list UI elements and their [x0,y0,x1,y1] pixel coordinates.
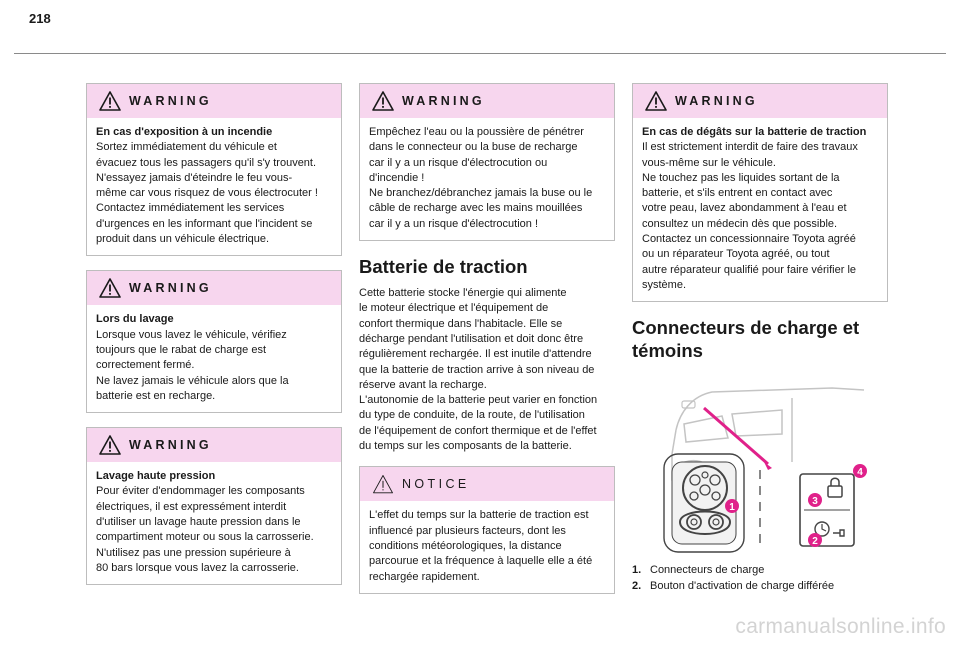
text-line: d'incendie ! [369,171,425,184]
text-line: Ne touchez pas les liquides sortant de la [642,171,840,184]
text-line: 80 bars lorsque vous lavez la carrosserie. [96,561,299,574]
text-line: parcourue et la fréquence à laquelle elle a été [369,555,593,568]
text-line: Lorsque vous lavez le véhicule, vérifiez [96,328,287,341]
text-line: d'urgences en les informant que l'incident se [96,217,313,230]
warning-body [633,118,887,301]
callout-3 [808,493,822,507]
warning-header [87,84,341,118]
text-line: électriques, il est expressément interdit [96,500,287,513]
text-line: Ne branchez/débranchez jamais la buse ou le [369,187,593,200]
warning-box-fire [86,83,342,256]
illustration-legend [632,563,888,594]
text-line: câble de recharge avec les mains mouillées [369,202,583,215]
legend-item [632,579,888,594]
warning-triangle-icon [99,91,121,111]
text-line: correctement fermé. [96,359,195,372]
warning-box-water [359,83,615,241]
warning-header [87,428,341,462]
text-line: du type de conduite, de la route, de l'utilisation [359,409,585,422]
text-line: Il est strictement interdit de faire des travaux [642,141,858,154]
legend-text: Bouton d'activation de charge différée [650,579,835,592]
header-rule [14,53,946,54]
callout-2 [808,533,822,547]
callout-4 [853,464,867,478]
notice-box-weather [359,466,615,593]
svg-text:3: 3 [812,496,818,508]
warning-body [87,462,341,584]
text-line: confort thermique dans l'habitacle. Elle se [359,317,563,330]
text-line: du temps sur les composants de la batterie. [359,440,572,453]
text-line: le moteur électrique et l'équipement de [359,302,549,315]
warning-triangle-icon [372,91,394,111]
indicator-panel [800,474,854,546]
warning-body [87,305,341,412]
text-line: car il y a un risque d'électrocution ! [369,217,539,230]
legend-number: 1. [632,564,642,577]
text-line: L'effet du temps sur la batterie de traction est [369,509,589,522]
warning-body [87,118,341,255]
warning-header [360,84,614,118]
text-line: Contactez un concessionnaire Toyota agréé [642,233,856,246]
text-line: de l'équipement de confort thermique et de l'effet [359,424,597,437]
warning-header [633,84,887,118]
warning-body [360,118,614,240]
text-line: compartiment moteur ou sous la carrosserie. [96,531,314,544]
text-line: batterie, et s'ils entrent en contact avec [642,187,833,200]
column-3 [632,83,888,594]
text-line: que la batterie de traction arrive à son niveau de [359,363,595,376]
text-line: batterie est en recharge. [96,389,216,402]
notice-body [360,501,614,592]
notice-label: NOTICE [402,477,470,492]
warning-box-washing [86,270,342,413]
section-text-traction-battery [359,286,615,454]
warning-label: WARNING [129,281,212,296]
warning-triangle-icon [645,91,667,111]
text-line: car il y a un risque d'électrocution ou [369,156,548,169]
legend-item [632,563,888,578]
text-line: consultez un médecin dès que possible. [642,217,838,230]
text-line: Empêchez l'eau ou la poussière de pénétrer [369,126,584,138]
text-line: Ne lavez jamais le véhicule alors que la [96,374,289,387]
text-line: réserve avant la recharge. [359,378,487,391]
warning-lead: En cas de dégâts sur la batterie de traction [642,126,867,138]
warning-header [87,271,341,305]
warning-label: WARNING [129,438,212,453]
text-line: conditions météorologiques, la distance [369,539,562,552]
title-line: témoins [632,340,703,362]
title-line: Connecteurs de charge et [632,317,860,339]
text-line: ou un réparateur Toyota agréé, ou tout [642,248,830,261]
text-line: N'utilisez pas une pression supérieure à [96,546,291,559]
watermark: carmanualsonline.info [735,615,946,638]
text-line: Sortez immédiatement du véhicule et [96,141,277,154]
warning-lead: En cas d'exposition à un incendie [96,126,273,138]
text-line: décharge pendant l'utilisation et doit donc être [359,332,584,345]
text-line: Cette batterie stocke l'énergie qui alimente [359,287,567,300]
section-title-traction-battery: Batterie de traction [359,256,528,278]
legend-text: Connecteurs de charge [650,564,765,577]
text-line: évacuez tous les passagers qu'il s'y trouvent. [96,156,317,169]
text-line: produit dans un véhicule électrique. [96,233,270,246]
text-line: même car vous risquez de vous électrocuter ! [96,187,318,200]
svg-text:2: 2 [812,536,818,548]
warning-label: WARNING [402,94,485,108]
text-line: rechargée rapidement. [369,570,480,583]
column-2 [359,83,615,608]
text-line: votre peau, lavez abondamment à l'eau et [642,202,847,215]
text-line: dans le connecteur ou la buse de recharge [369,141,578,154]
page-number: 218 [29,11,51,26]
warning-box-battery-damage [632,83,888,302]
text-line: Pour éviter d'endommager les composants [96,485,305,498]
callout-1 [725,499,739,513]
charging-port-diagram [632,372,888,557]
warning-lead: Lavage haute pression [96,470,216,483]
svg-text:1: 1 [729,502,735,514]
warning-box-pressure [86,427,342,585]
text-line: vous-même sur le véhicule. [642,156,776,169]
text-line: système. [642,278,687,291]
text-line: toujours que le rabat de charge est [96,343,267,356]
text-line: influencé par plusieurs facteurs, dont les [369,524,566,537]
text-line: autre réparateur qualifié pour faire vérifier le [642,263,857,276]
svg-text:4: 4 [857,467,863,479]
text-line: d'utiliser un lavage haute pression dans le [96,516,301,529]
section-title-connectors [632,316,888,362]
warning-triangle-icon [99,278,121,298]
notice-triangle-icon [372,474,394,494]
text-line: régulièrement rechargée. Il est inutile d'attendre [359,348,592,361]
charging-port-illustration [632,372,888,557]
warning-triangle-icon [99,435,121,455]
legend-number: 2. [632,579,642,592]
text-line: Contactez immédiatement les services [96,202,285,215]
column-1 [86,83,342,599]
notice-header [360,467,614,501]
text-line: N'essayez jamais d'éteindre le feu vous- [96,171,293,184]
warning-lead: Lors du lavage [96,313,174,326]
text-line: L'autonomie de la batterie peut varier en fonction [359,394,598,407]
warning-label: WARNING [675,94,758,108]
warning-label: WARNING [129,94,212,108]
